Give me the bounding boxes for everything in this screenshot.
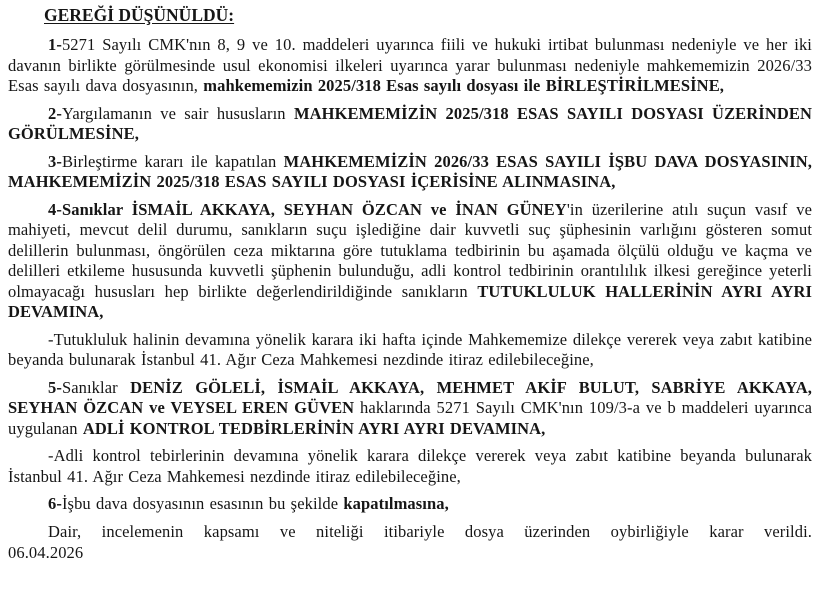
decision-date: 06.04.2026 <box>8 543 84 562</box>
paragraph <box>8 104 812 145</box>
document-heading-text: GEREĞİ DÜŞÜNÜLDÜ: <box>44 5 235 25</box>
text-run: haklarında 5271 Sayılı CMK'nın 109/3-a ve b maddeleri uyarınca uygulanan <box>8 398 813 438</box>
bold-text-run: TUTUKLULUK HALLERİNİN AYRI AYRI DEVAMINA, <box>8 281 813 321</box>
text-run: Yargılamanın ve sair hususların <box>61 103 294 123</box>
document-heading <box>8 5 812 26</box>
document-body <box>8 35 812 542</box>
paragraph <box>8 152 812 193</box>
bold-text-run: DENİZ GÖLELİ, İSMAİL AKKAYA, MEHMET AKİF BULUT, SABRİYE AKKAYA, SEYHAN ÖZCAN ve VEYSEL EREN GÜVEN <box>8 377 812 417</box>
paragraph <box>8 378 812 440</box>
bold-text-run: 5- <box>48 377 62 397</box>
bold-text-run: mahkememizin 2025/318 Esas sayılı dosyası ile BİRLEŞTİRİLMESİNE, <box>203 76 725 95</box>
bold-text-run: 2- <box>48 103 62 123</box>
paragraph <box>8 35 812 97</box>
bold-text-run: 3- <box>48 151 62 171</box>
bold-text-run: MAHKEMEMİZİN 2026/33 ESAS SAYILI İŞBU DAVA DOSYASININ, MAHKEMEMİZİN 2025/318 ESAS SAYILI DOSYASI İÇERİSİNE ALINMASINA, <box>8 151 812 191</box>
text-run: 5271 Sayılı CMK'nın 8, 9 ve 10. maddeleri uyarınca fiili ve hukuki irtibat bulunması nedeniyle ve her iki davanın birlikte görülmesinde usul ekonomisi ilkeleri uyarınca yarar bulunması nedeniyle mahkememizin 2026/33 Esas sayılı dava dosyasının, <box>8 35 812 95</box>
text-run: Sanıklar <box>61 377 131 397</box>
paragraph <box>8 446 812 487</box>
text-run: -Tutukluluk halinin devamına yönelik karara iki hafta içinde Mahkememize dilekçe vererek veya zabıt katibine beyanda bulunarak İstanbul 41. Ağır Ceza Mahkemesi nezdinde itiraz edilebileceğine, <box>8 329 812 369</box>
text-run: Birleştirme kararı ile kapatılan <box>61 151 284 171</box>
paragraph <box>8 330 812 371</box>
text-run: İşbu dava dosyasının esasının bu şekilde <box>61 494 344 513</box>
text-run: 'in üzerilerine atılı suçun vasıf ve mahiyeti, mevcut delil durumu, sanıkların suçu işlediğine dair kuvvetli suç şüphesinin varlığını gösteren somut delillerin bulunması, öngörülen ceza miktarına göre tutuklama tedbirinin bu aşamada ölçülü olduğu ve kaçma ve delilleri etkileme hususunda kuvvetli şüphenin bulunduğu, adli kontrol tedbirinin orantılılık ilkesi gereğince yeterli olmayacağı hususları hep birlikte değerlendirildiğinde sanıkların <box>8 199 813 301</box>
bold-text-run: 1- <box>48 35 62 54</box>
text-run: -Adli kontrol tebirlerinin devamına yönelik karara dilekçe vererek veya zabıt katibine beyanda bulunarak İstanbul 41. Ağır Ceza Mahkemesi nezdinde itiraz edilebileceğine, <box>8 446 812 486</box>
bold-text-run: 6- <box>48 494 62 513</box>
bold-text-run: kapatılmasına, <box>343 494 449 513</box>
paragraph <box>8 494 812 515</box>
bold-text-run: MAHKEMEMİZİN 2025/318 ESAS SAYILI DOSYASI ÜZERİNDEN GÖRÜLMESİNE, <box>8 103 812 143</box>
bold-text-run: 4-Sanıklar İSMAİL AKKAYA, SEYHAN ÖZCAN ve İNAN GÜNEY <box>48 199 567 219</box>
text-run: Dair, incelemenin kapsamı ve niteliği itibariyle dosya üzerinden oybirliğiyle karar verildi. <box>48 521 812 541</box>
paragraph <box>8 200 812 323</box>
bold-text-run: ADLİ KONTROL TEDBİRLERİNİN AYRI AYRI DEVAMINA, <box>82 418 546 438</box>
paragraph <box>8 522 812 543</box>
